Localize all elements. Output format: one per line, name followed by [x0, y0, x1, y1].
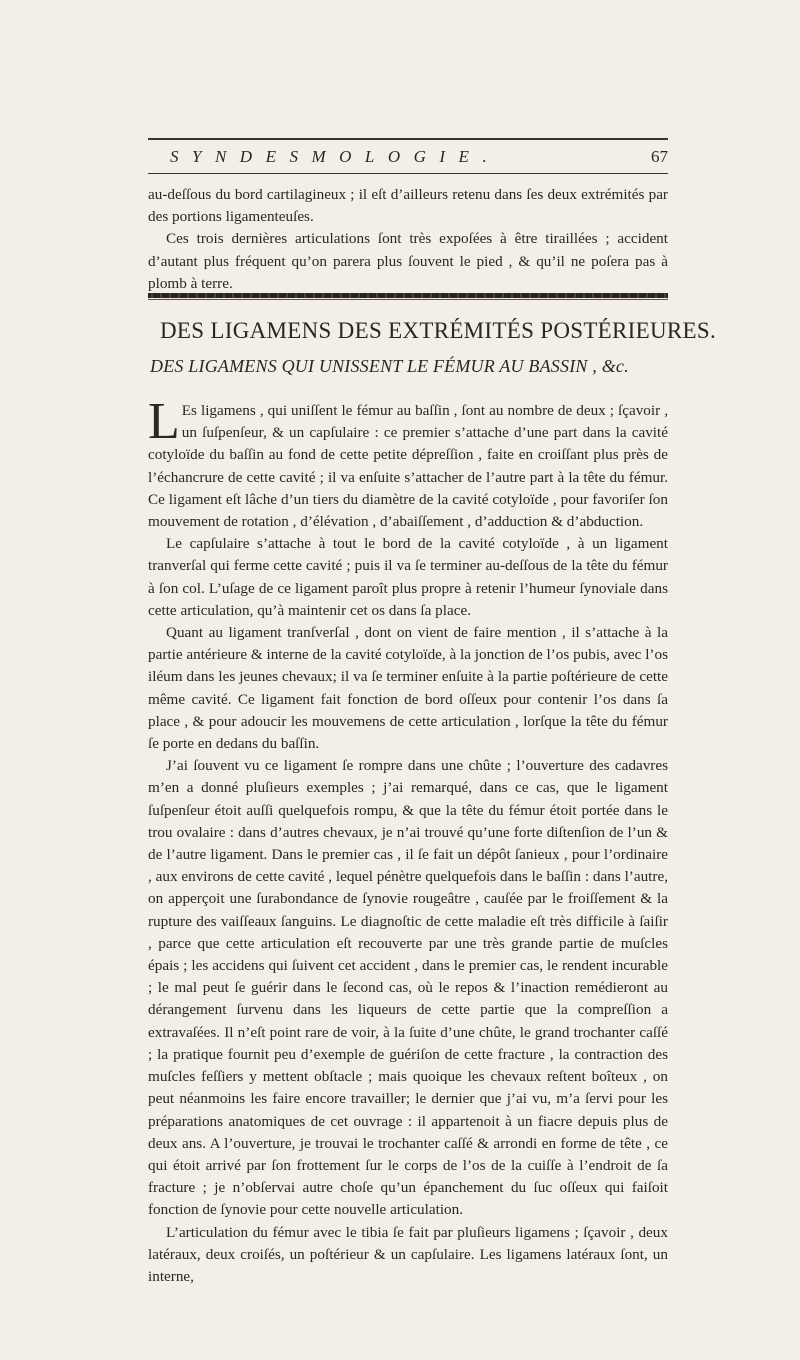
paragraph: Quant au ligament tranſverſal , dont on vient de faire mention , il s’attache à la partie antérieure & interne de la cavité cotyloïde, à la jonction de l’os pubis, avec l’os iléum dans les jeunes chevaux; il va ſe terminer enſuite à la partie poſtérieure de cette même cavité. Ce ligament fait fonction de bord oſſeux pour contenir l’os dans ſa place , & pour adoucir les mouvemens de cette articulation , lorſque la tête du fémur ſe porte en dedans du baſſin. [148, 624, 668, 753]
top-rule [148, 138, 668, 140]
drop-cap: L [148, 393, 180, 450]
page-number: 67 [651, 147, 668, 166]
paragraph: Ces trois dernières articulations ſont très expoſées à être tiraillées ; accident d’autant plus fréquent qu’on parera plus ſouvent le pied , & qu’il ne poſera pas à plomb à terre. [148, 230, 668, 292]
main-text [148, 393, 668, 1288]
running-title: SYNDESMOLOGIE. [170, 147, 501, 166]
divider-bar [148, 293, 668, 298]
header-rule [148, 173, 668, 174]
divider-line [148, 299, 668, 300]
section-subheading: DES LIGAMENS QUI UNISSENT LE FÉMUR AU BASSIN , &c. [150, 356, 629, 376]
first-paragraph [148, 393, 668, 533]
section-divider [148, 293, 668, 298]
paragraph: J’ai ſouvent vu ce ligament ſe rompre dans une chûte ; l’ouverture des cadavres m’en a donné pluſieurs exemples ; j’ai remarqué, dans ce cas, que le ligament ſuſpenſeur étoit auſſi quelquefois rompu, & que la tête du fémur étoit portée dans le trou ovalaire : dans d’autres chevaux, je n’ai trouvé qu’une forte diſtenſion de l’un & de l’autre ligament. Dans le premier cas , il ſe fait un dépôt ſanieux , pour l’ordinaire , aux environs de cette cavité , lequel pénètre quelquefois dans le baſſin : dans l’autre, on apperçoit une ſurabondance de ſynovie rougeâtre , cauſée par le froiſſement & la rupture des vaiſſeaux ſanguins. Le diagnoſtic de cette maladie eſt très difficile à ſaiſir , parce que cette articulation eſt recouverte par une très grande partie de muſcles épais ; les accidens qui ſuivent cet accident , dans le premier cas, le rendent incurable ; le mal peut ſe guérir dans le ſecond cas, où le repos & l’inaction remédieront au dérangement ſurvenu dans les liqueurs de cette partie que la compreſſion a extravaſées. Il n’eſt point rare de voir, à la ſuite d’une chûte, le grand trochanter caſſé ; la pratique fournit peu d’exemple de guériſon de cette fracture , la contraction des muſcles feſſiers y mettent obſtacle ; mais quoique les chevaux reſtent boîteux , on peut néanmoins les faire encore travailler; le dernier que j’ai vu, m’a ſervi pour les préparations anatomiques de cet ouvrage : il appartenoit à un fiacre depuis plus de deux ans. A l’ouverture, je trouvai le trochanter caſſé & arrondi en forme de tête , ce qui étoit arrivé par ſon frottement ſur le corps de l’os de la cuiſſe à l’endroit de ſa fracture ; je n’obſervai autre choſe qu’un épanchement du ſuc oſſeux qui faiſoit fonction de ſynovie pour cette nouvelle articulation. [148, 757, 668, 1219]
paragraph: L’articulation du fémur avec le tibia ſe fait par pluſieurs ligamens ; ſçavoir , deux latéraux, deux croiſés, un poſtérieur & un capſulaire. Les ligamens latéraux ſont, un interne, [148, 1223, 668, 1285]
paragraph: au-deſſous du bord cartilagineux ; il eſt d’ailleurs retenu dans ſes deux extrémités par des portions ligamenteuſes. [148, 186, 668, 226]
intro-text [148, 184, 668, 295]
paragraph: Le capſulaire s’attache à tout le bord de la cavité cotyloïde , à un ligament tranverſal qui ferme cette cavité ; puis il va ſe terminer au-deſſous de la tête du fémur à ſon col. L’uſage de ce ligament paroît plus propre à retenir l’humeur ſynoviale dans cette articulation, qu’à maintenir cet os dans ſa place. [148, 535, 668, 619]
section-heading: DES LIGAMENS DES EXTRÉMITÉS POSTÉRIEURES. [160, 318, 717, 343]
first-paragraph-text: Es ligamens , qui uniſſent le fémur au baſſin , ſont au nombre de deux ; ſçavoir , un ſuſpenſeur, & un capſulaire : ce premier s’attache d’une part dans la cavité cotyloïde du baſſin au fond de cette petite dépreſſion , faite en croiſſant plus près de l’échancrure de cette cavité ; il va enſuite s’attacher de l’autre part à la tête du fémur. Ce ligament eſt lâche d’un tiers du diamètre de la cavité cotyloïde , pour favoriſer ſon mouvement de rotation , d’élévation , d’abaiſſement , d’adduction & d’abduction. [148, 402, 668, 531]
running-head [148, 143, 668, 171]
